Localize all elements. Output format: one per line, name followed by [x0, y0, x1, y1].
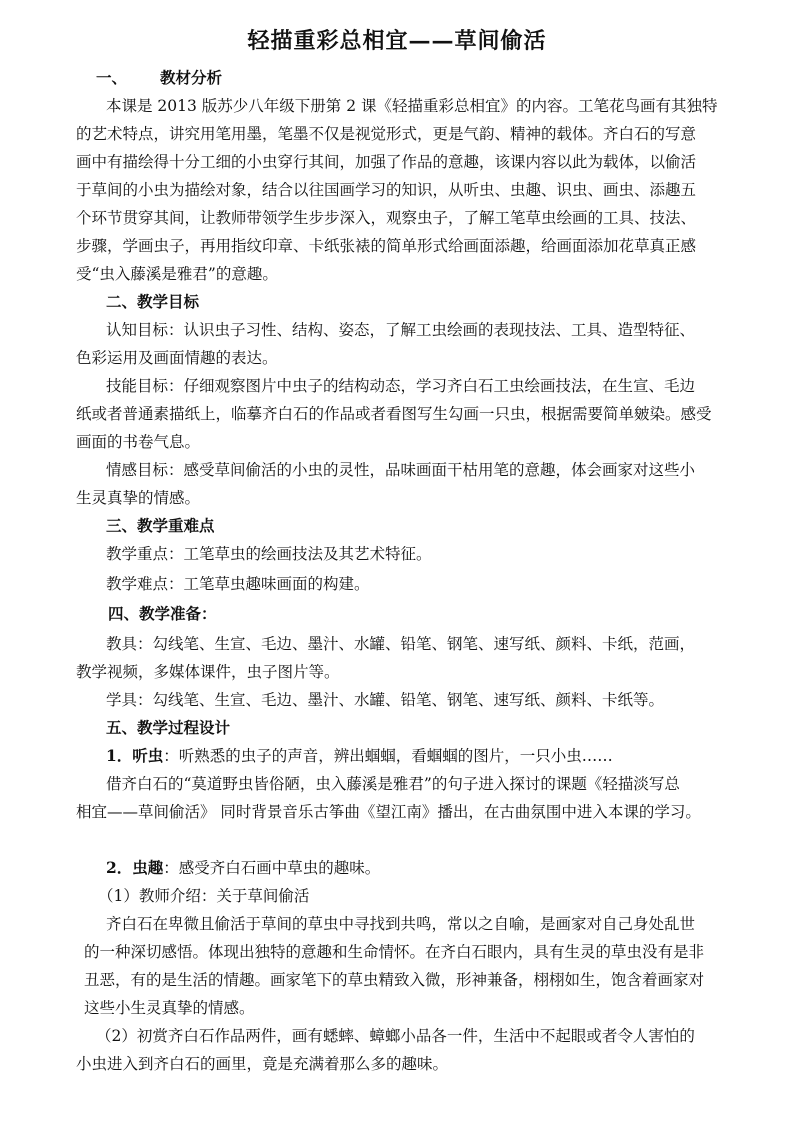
section-2-line: 画面的书卷气息。 [76, 433, 201, 451]
section-1-line: 个环节贯穿其间，让教师带领学生步步深入，观察虫子，了解工笔草虫绘画的工具、技法、 [76, 209, 697, 227]
step-2-line: 这些小生灵真挚的情感。 [84, 999, 255, 1017]
document-title: 轻描重彩总相宜——草间偷活 [247, 28, 547, 54]
section-1-line: 本课是 2013 版苏少八年级下册第 2 课《轻描重彩总相宜》的内容。工笔花鸟画有其独特 [106, 97, 718, 115]
section-2-line: 技能目标：仔细观察图片中虫子的结构动态，学习齐白石工虫绘画技法，在生宣、毛边 [106, 377, 696, 395]
section-3-line: 教学难点：工笔草虫趣味画面的构建。 [106, 575, 370, 593]
step-2-line: 丑恶，有的是生活的情趣。画家笔下的草虫精致入微，形神兼备，栩栩如生，饱含着画家对 [84, 971, 705, 989]
step-1-line: 借齐白石的“莫道野虫皆俗陋，虫入藤溪是雅君”的句子进入探讨的课题《轻描淡写总 [106, 775, 680, 793]
step-2-text: ：感受齐白石画中草虫的趣味。 [163, 859, 381, 877]
step-2-line: 小虫进入到齐白石的画里，竟是充满着那么多的趣味。 [76, 1055, 449, 1073]
section-2-line: 纸或者普通素描纸上，临摹齐白石的作品或者看图写生勾画一只虫，根据需要简单皴染。感受 [76, 405, 712, 423]
section-1-line: 的艺术特点，讲究用笔用墨，笔墨不仅是视觉形式，更是气韵、精神的载体。齐白石的写意 [76, 125, 697, 143]
section-1-line: 画中有描绘得十分工细的小虫穿行其间，加强了作品的意趣，该课内容以此为载体，以偷活 [76, 153, 697, 171]
step-1-line [106, 746, 613, 766]
section-2-line: 色彩运用及画面情趣的表达。 [76, 349, 278, 367]
section-4-line: 教具：勾线笔、生宣、毛边、墨汁、水罐、铅笔、钢笔、速写纸、颜料、卡纸，范画， [106, 635, 696, 653]
section-1-line: 受“虫入藤溪是雅君”的意趣。 [76, 265, 278, 283]
step-1-line: 相宜——草间偷活》 同时背景音乐古筝曲《望江南》播出，在古曲氛围中进入本课的学习。 [76, 803, 701, 821]
step-2-line: 的一种深切感悟。体现出独特的意趣和生命情怀。在齐白石眼内，具有生灵的草虫没有是非 [84, 943, 705, 961]
section-5-heading: 五、教学过程设计 [106, 718, 231, 737]
section-2-line: 情感目标：感受草间偷活的小虫的灵性，品味画面干枯用笔的意趣，体会画家对这些小 [106, 461, 696, 479]
section-1-heading: 教材分析 [160, 68, 223, 87]
step-2-subheading: （1）教师介绍：关于草间偷活 [98, 887, 310, 905]
section-3-heading: 三、教学重难点 [106, 516, 215, 535]
step-2-line [106, 858, 380, 878]
section-2-heading: 二、教学目标 [106, 292, 200, 311]
section-1-line: 步骤，学画虫子，再用指纹印章、卡纸张裱的简单形式给画面添趣，给画面添加花草真正感 [76, 237, 697, 255]
step-2-line: 齐白石在卑微且偷活于草间的草虫中寻找到共鸣，常以之自喻，是画家对自己身处乱世 [106, 915, 696, 933]
section-1-line: 于草间的小虫为描绘对象，结合以往国画学习的知识，从听虫、虫趣、识虫、画虫、添趣五 [76, 181, 697, 199]
step-1-text: ：听熟悉的虫子的声音，辨出蝈蝈，看蝈蝈的图片，一只小虫…… [163, 747, 613, 765]
section-1-number: 一、 [96, 68, 128, 87]
section-2-line: 生灵真挚的情感。 [76, 489, 201, 507]
section-4-line: 教学视频，多媒体课件，虫子图片等。 [76, 663, 340, 681]
step-2-line: （2）初赏齐白石作品两件，画有蟋蟀、蟑螂小品各一件，生活中不起眼或者令人害怕的 [96, 1027, 695, 1045]
section-4-heading: 四、教学准备： [108, 604, 217, 623]
step-2-label: 2．虫趣 [106, 858, 164, 877]
section-4-line: 学具：勾线笔、生宣、毛边、墨汁、水罐、铅笔、钢笔、速写纸、颜料、卡纸等。 [106, 691, 665, 709]
step-1-label: 1．听虫 [106, 746, 164, 765]
section-2-line: 认知目标：认识虫子习性、结构、姿态，了解工虫绘画的表现技法、工具、造型特征、 [106, 321, 696, 339]
section-3-line: 教学重点：工笔草虫的绘画技法及其艺术特征。 [106, 545, 432, 563]
